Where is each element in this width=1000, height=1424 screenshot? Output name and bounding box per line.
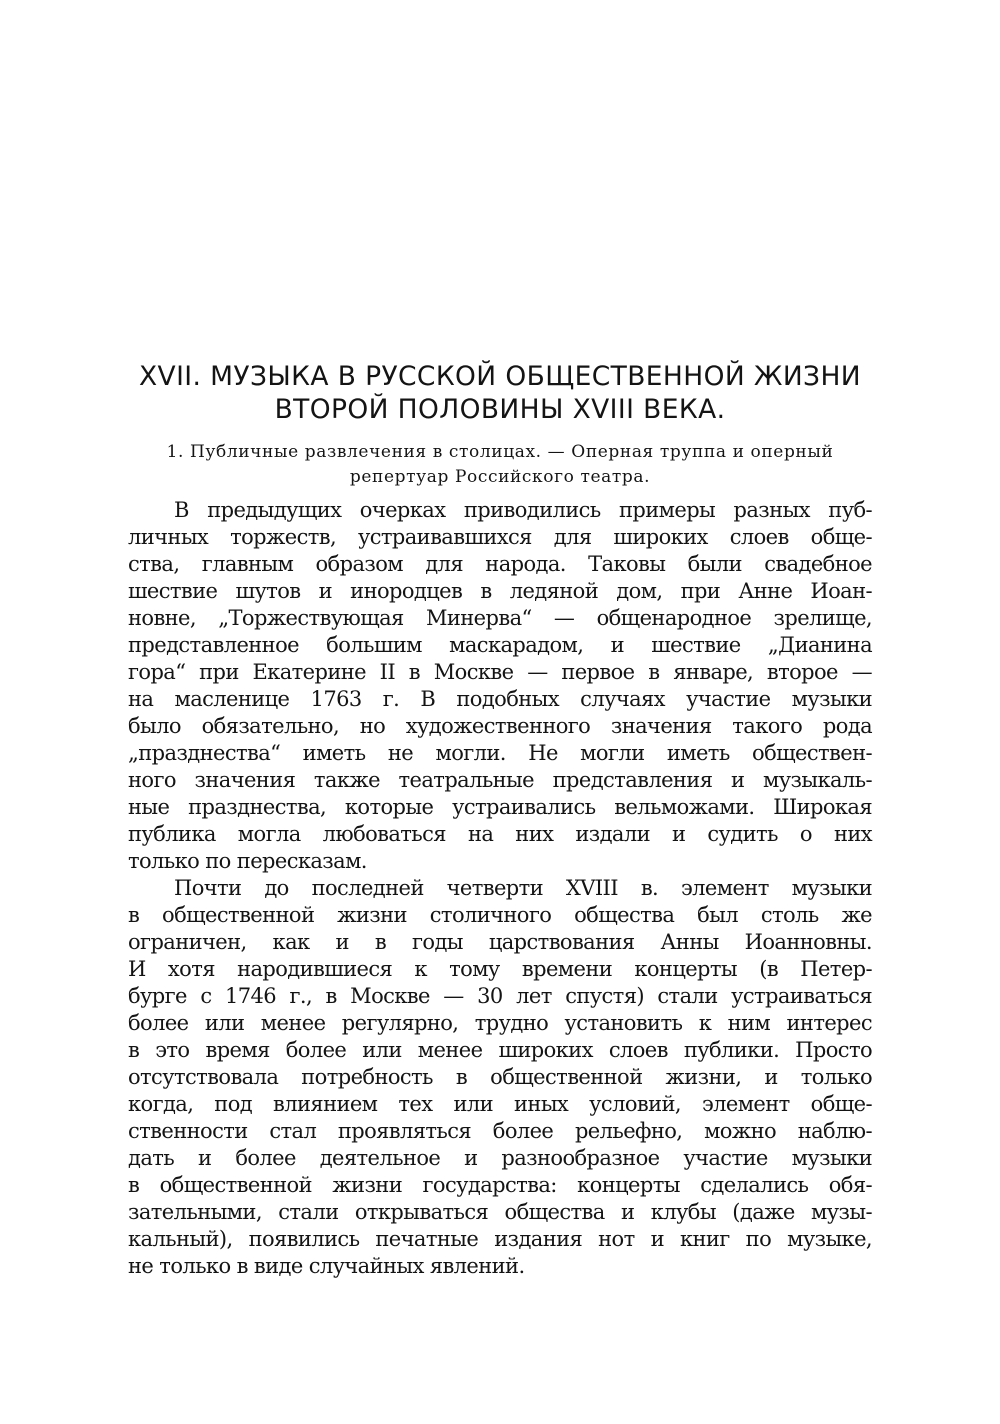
- text-line: ства, главным образом для народа. Таковы были свадебное: [128, 552, 872, 576]
- text-line: „празднества“ иметь не могли. Не могли иметь обществен-: [128, 741, 872, 765]
- text-line: публика могла любоваться на них издали и судить о них: [128, 822, 872, 846]
- text-line: И хотя народившиеся к тому времени концерты (в Петер-: [128, 957, 872, 981]
- text-line: шествие шутов и инородцев в ледяной дом, при Анне Иоан-: [128, 579, 872, 603]
- section-heading-line-2: репертуар Российского театра.: [349, 467, 651, 487]
- text-line: ственности стал проявляться более рельефно, можно наблю-: [128, 1119, 872, 1143]
- text-line: более или менее регулярно, трудно установить к ним интерес: [128, 1011, 872, 1035]
- text-line: ограничен, как и в годы царствования Анны Иоанновны.: [128, 930, 872, 954]
- text-line: в общественной жизни государства: концерты сделались обя-: [128, 1173, 872, 1197]
- text-line: личных торжеств, устраивавшихся для широких слоев обще-: [128, 525, 872, 549]
- paragraph-2: [128, 875, 872, 1280]
- text-line: бурге с 1746 г., в Москве — 30 лет спустя) стали устраиваться: [128, 984, 872, 1008]
- text-line: было обязательно, но художественного значения такого рода: [128, 714, 872, 738]
- chapter-title-line-1: XVII. МУЗЫКА В РУССКОЙ ОБЩЕСТВЕННОЙ ЖИЗНИ: [138, 361, 861, 392]
- paragraph-1: [128, 497, 872, 875]
- text-line: В предыдущих очерках приводились примеры разных пуб-: [174, 498, 872, 522]
- text-line: на масленице 1763 г. В подобных случаях участие музыки: [128, 687, 872, 711]
- text-line: отсутствовала потребность в общественной жизни, и только: [128, 1065, 872, 1089]
- text-line: ные празднества, которые устраивались вельможами. Широкая: [128, 795, 872, 819]
- text-line: новне, „Торжествующая Минерва“ — общенародное зрелище,: [128, 606, 872, 630]
- section-heading-line-1: 1. Публичные развлечения в столицах. — Оперная труппа и оперный: [166, 442, 834, 462]
- chapter-title-line-2: ВТОРОЙ ПОЛОВИНЫ XVIII ВЕКА.: [274, 394, 726, 425]
- body-text: [128, 497, 872, 1280]
- text-line: кальный), появились печатные издания нот и книг по музыке,: [128, 1227, 872, 1251]
- text-line: дать и более деятельное и разнообразное участие музыки: [128, 1146, 872, 1170]
- text-line: не только в виде случайных явлений.: [128, 1254, 525, 1278]
- text-line: представленное большим маскарадом, и шествие „Дианина: [128, 633, 872, 657]
- text-line: зательными, стали открываться общества и клубы (даже музы-: [128, 1200, 872, 1224]
- section-heading: [100, 440, 900, 490]
- chapter-title: [100, 360, 900, 426]
- text-line: в общественной жизни столичного общества был столь же: [128, 903, 872, 927]
- text-line: в это время более или менее широких слоев публики. Просто: [128, 1038, 872, 1062]
- text-line: только по пересказам.: [128, 849, 367, 873]
- text-line: когда, под влиянием тех или иных условий, элемент обще-: [128, 1092, 872, 1116]
- text-line: ного значения также театральные представления и музыкаль-: [128, 768, 872, 792]
- text-line: Почти до последней четверти XVIII в. элемент музыки: [174, 876, 872, 900]
- text-line: гора“ при Екатерине II в Москве — первое в январе, второе —: [128, 660, 872, 684]
